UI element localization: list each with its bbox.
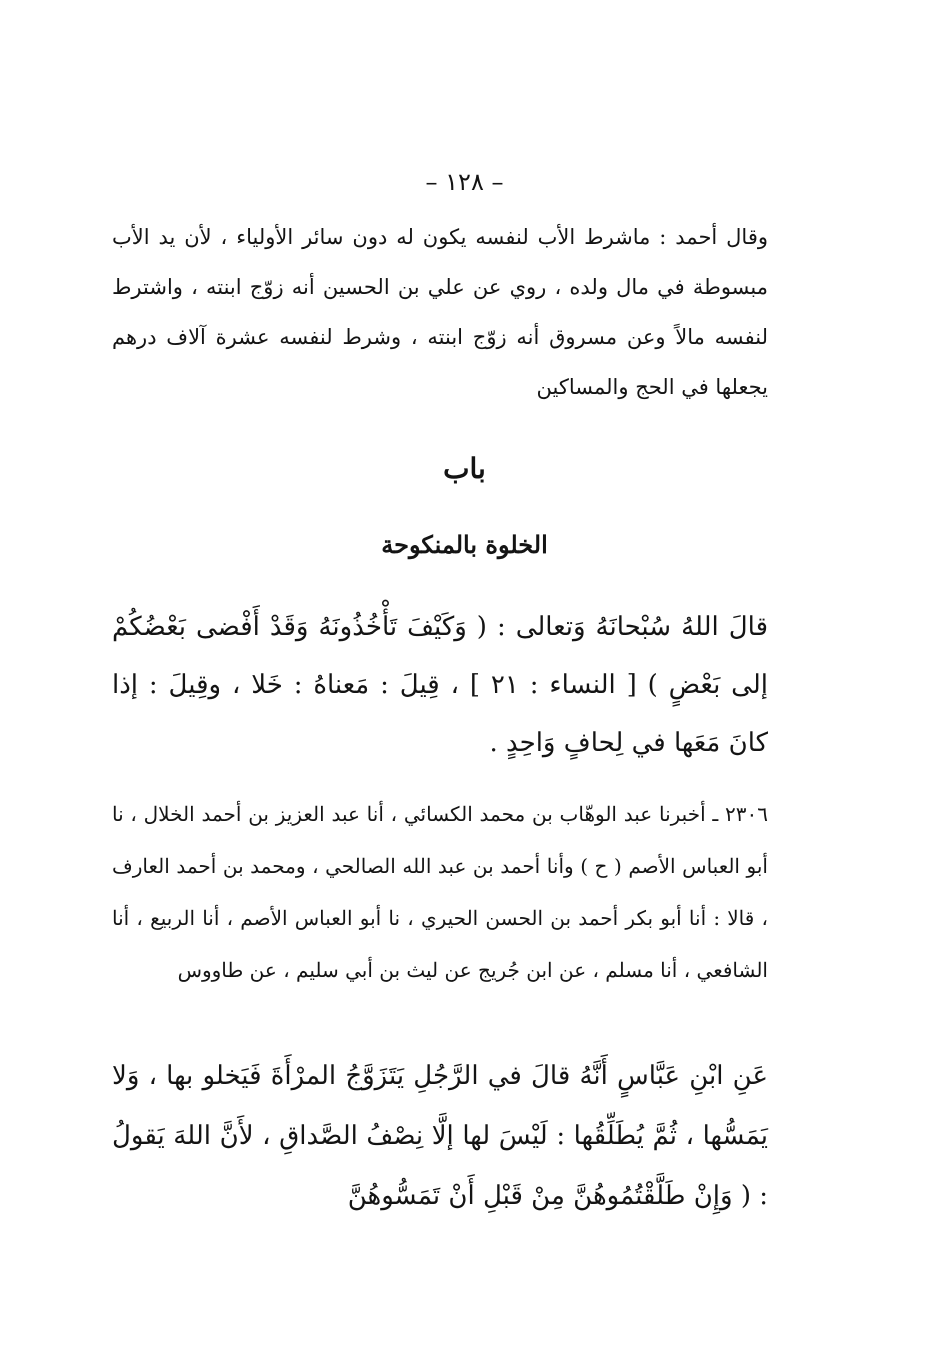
paragraph-isnad: ٢٣٠٦ ـ أخبرنا عبد الوهّاب بن محمد الكسائي ، أنا عبد العزيز بن أحمد الخلال ، نا أبو العباس الأصم ( ح ) وأنا أحمد بن عبد الله الصالحي ، ومحمد بن أحمد العارف ، قالا : أنا أبو بكر أحمد بن الحسن الحيري ، نا أبو العباس الأصم ، أنا الربيع ، أنا الشافعي ، أنا مسلم ، عن ابن جُريج عن ليث بن أبي سليم ، عن طاووس (112, 802, 768, 982)
page-number: – ١٢٨ – (425, 168, 504, 196)
chapter-heading: باب (443, 452, 486, 485)
chapter-title: الخلوة بالمنكوحة (381, 530, 548, 559)
paragraph-ibn-abbas: عَنِ ابْنِ عَبَّاسٍ أَنَّهُ قالَ في الرَّجُلِ يَتَزَوَّجُ المرْأَةَ فَيَخلو بها ، وَلا يَمَسُّها ، ثُمَّ يُطَلِّقُها : لَيْسَ لها إلَّا نِصْفُ الصَّداقِ ، لأَنَّ اللهَ يَقولُ : ( وَإِنْ طَلَّقْتُمُوهُنَّ مِنْ قَبْلِ أَنْ تَمَسُّوهُنَّ (112, 1061, 768, 1211)
paragraph-ahmad-conditions: وقال أحمد : ماشرط الأب لنفسه يكون له دون سائر الأولياء ، لأن يد الأب مبسوطة في مال ولده ، روي عن علي بن الحسين أنه زوّج ابنته ، واشترط لنفسه مالاً وعن مسروق أنه زوّج ابنته ، وشرط لنفسه عشرة آلاف درهم يجعلها في الحج والمساكين (112, 225, 768, 399)
paragraph-quran-verse: قالَ اللهُ سُبْحانَهُ وَتعالى : ( وَكَيْفَ تَأْخُذُونَهُ وَقَدْ أَفْضى بَعْضُكُمْ إلى بَعْضٍ ) [ النساء : ٢١ ] ، قِيلَ : مَعناهُ : خَلا ، وقِيلَ : إذا كانَ مَعَها في لِحافٍ وَاحِدٍ . (112, 612, 769, 758)
